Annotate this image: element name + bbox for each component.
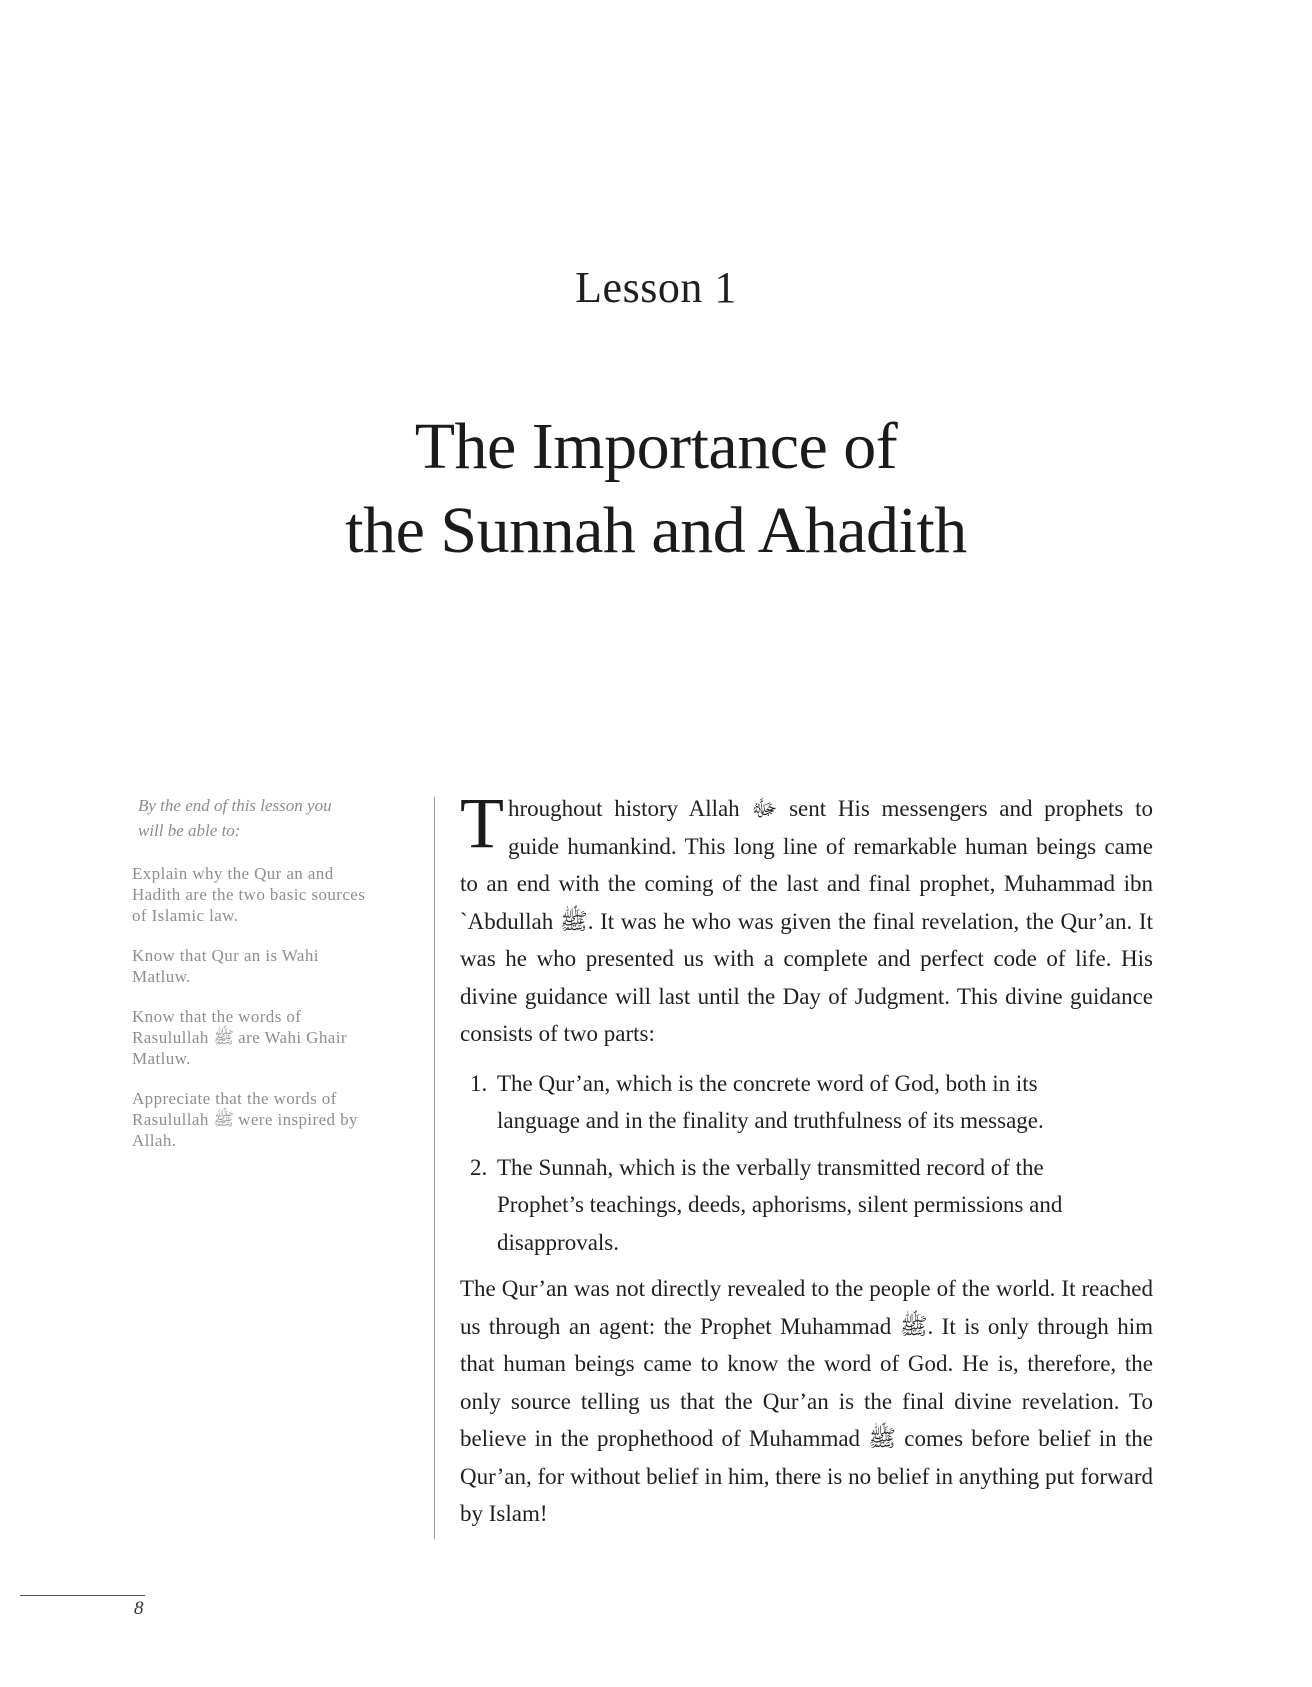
lesson-number: Lesson 1 <box>575 263 737 312</box>
objectives-intro-line-2: will be able to: <box>138 821 241 840</box>
learning-objectives-sidebar <box>128 793 378 1170</box>
list-item <box>460 1065 1153 1140</box>
lesson-title <box>200 405 1112 573</box>
objective-item: Appreciate that the words of Rasulullah ﷺ were inspired by Allah. <box>132 1089 358 1150</box>
objectives-intro-line-1: By the end of this lesson you <box>138 796 332 815</box>
intro-paragraph-text: hroughout history Allah ﷻ sent His messengers and prophets to guide humankind. This long line of remarkable human beings came to an end with the coming of the last and final prophet, Muhammad ibn `Abdullah ﷺ. It was he who was given the final revelation, the Qur’an. It was he who presented us with a complete and perfect code of life. His divine guidance will last until the Day of Judgment. This divine guidance consists of two parts: <box>460 796 1153 1046</box>
list-item-text: The Sunnah, which is the verbally transmitted record of the Prophet’s teachings, deeds, aphorisms, silent permissions and disapprovals. <box>497 1154 1063 1255</box>
lesson-title-line-2: the Sunnah and Ahadith <box>345 494 967 567</box>
list-item-number: 1. <box>470 1070 488 1096</box>
objective-item: Know that the words of Rasulullah ﷺ are Wahi Ghair Matluw. <box>132 1007 347 1068</box>
footer-rule <box>20 1595 145 1596</box>
guidance-parts-list <box>460 1065 1153 1262</box>
list-item-number: 2. <box>470 1154 488 1180</box>
intro-paragraph <box>460 783 1153 1053</box>
objectives-intro <box>138 793 378 843</box>
objective-item: Know that Qur an is Wahi Matluw. <box>132 946 319 986</box>
lesson-title-line-1: The Importance of <box>414 410 898 483</box>
list-item-text: The Qur’an, which is the concrete word of God, both in its language and in the finality and truthfulness of its message. <box>497 1070 1044 1133</box>
objective-item: Explain why the Qur an and Hadith are the two basic sources of Islamic law. <box>132 864 366 925</box>
drop-cap: T <box>460 783 504 863</box>
second-paragraph: The Qur’an was not directly revealed to the people of the world. It reached us through an agent: the Prophet Muhammad ﷺ. It is only through him that human beings came to know the word of God. He is, therefore, the only source telling us that the Qur’an is the final divine revelation. To believe in the prophethood of Muhammad ﷺ comes before belief in the Qur’an, for without belief in him, there is no belief in anything put forward by Islam! <box>460 1276 1153 1526</box>
column-divider <box>434 797 435 1539</box>
main-body-text <box>460 783 1153 1533</box>
list-item <box>460 1149 1153 1262</box>
page-number: 8 <box>134 1598 144 1619</box>
